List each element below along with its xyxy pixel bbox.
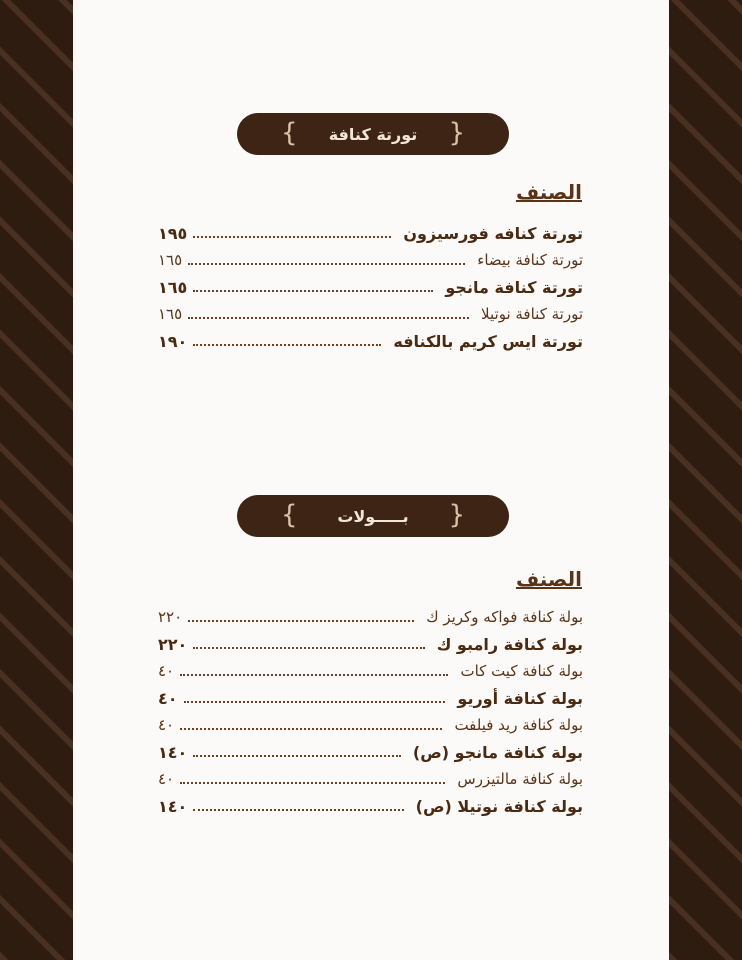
menu-item — [158, 712, 583, 738]
item-price: ١٦٥ — [158, 305, 183, 323]
bracket-icon: { — [281, 118, 298, 148]
item-name: تورتة كنافه فورسيزون — [403, 223, 583, 243]
item-price: ٢٢٠ — [158, 608, 183, 626]
right-pattern-border — [669, 0, 742, 960]
menu-item — [158, 328, 583, 354]
dot-leader — [188, 263, 465, 265]
item-price: ١٤٠ — [158, 742, 188, 762]
menu-item — [158, 739, 583, 765]
dot-leader — [184, 701, 446, 703]
item-name: بولة كنافة رامبو ك — [436, 634, 583, 654]
item-price: ٤٠ — [158, 688, 178, 708]
item-name: بولة كنافة ريد فيلفت — [454, 716, 583, 734]
menu-item — [158, 220, 583, 246]
menu-item — [158, 274, 583, 300]
item-price: ١٦٥ — [158, 277, 188, 297]
dot-leader — [180, 728, 442, 730]
dot-leader — [193, 809, 403, 811]
bracket-icon: } — [448, 118, 465, 148]
bracket-icon: { — [281, 500, 298, 530]
dot-leader — [188, 317, 469, 319]
item-price: ١٤٠ — [158, 796, 188, 816]
item-name: بولة كنافة فواكه وكريز ك — [426, 608, 583, 626]
item-price: ١٦٥ — [158, 251, 183, 269]
item-price: ٤٠ — [158, 662, 175, 680]
item-price: ٢٢٠ — [158, 634, 188, 654]
dot-leader — [193, 236, 391, 238]
menu-item — [158, 766, 583, 792]
item-price: ١٩٥ — [158, 223, 188, 243]
item-name: بولة كنافة نوتيلا (ص) — [415, 796, 583, 816]
item-name: تورتة كنافة بيضاء — [477, 251, 583, 269]
menu-item — [158, 301, 583, 327]
column-header: الصنف — [515, 567, 582, 591]
item-price: ١٩٠ — [158, 331, 188, 351]
section-title: بـــــولات — [337, 506, 409, 526]
item-name: بولة كنافة أوريو — [457, 688, 583, 708]
section-banner-balls — [237, 495, 509, 537]
dot-leader — [193, 647, 424, 649]
item-name: بولة كنافة كيت كات — [460, 662, 583, 680]
dot-leader — [188, 620, 414, 622]
menu-item — [158, 658, 583, 684]
menu-item — [158, 685, 583, 711]
dot-leader — [180, 782, 445, 784]
bracket-icon: } — [448, 500, 465, 530]
menu-item — [158, 247, 583, 273]
item-name: تورتة ايس كريم بالكنافه — [393, 331, 583, 351]
menu-item — [158, 793, 583, 819]
dot-leader — [180, 674, 448, 676]
dot-leader — [193, 290, 433, 292]
item-name: تورتة كنافة نوتيلا — [481, 305, 583, 323]
menu-item — [158, 604, 583, 630]
item-price: ٤٠ — [158, 716, 175, 734]
dot-leader — [193, 344, 381, 346]
dot-leader — [193, 755, 401, 757]
item-name: بولة كنافة مالتيزرس — [457, 770, 583, 788]
section-title: تورتة كنافة — [328, 124, 418, 144]
left-pattern-border — [0, 0, 73, 960]
column-header: الصنف — [515, 180, 582, 204]
menu-item — [158, 631, 583, 657]
item-name: تورتة كنافة مانجو — [445, 277, 583, 297]
item-price: ٤٠ — [158, 770, 175, 788]
item-name: بولة كنافة مانجو (ص) — [412, 742, 583, 762]
section-banner-torta — [237, 113, 509, 155]
